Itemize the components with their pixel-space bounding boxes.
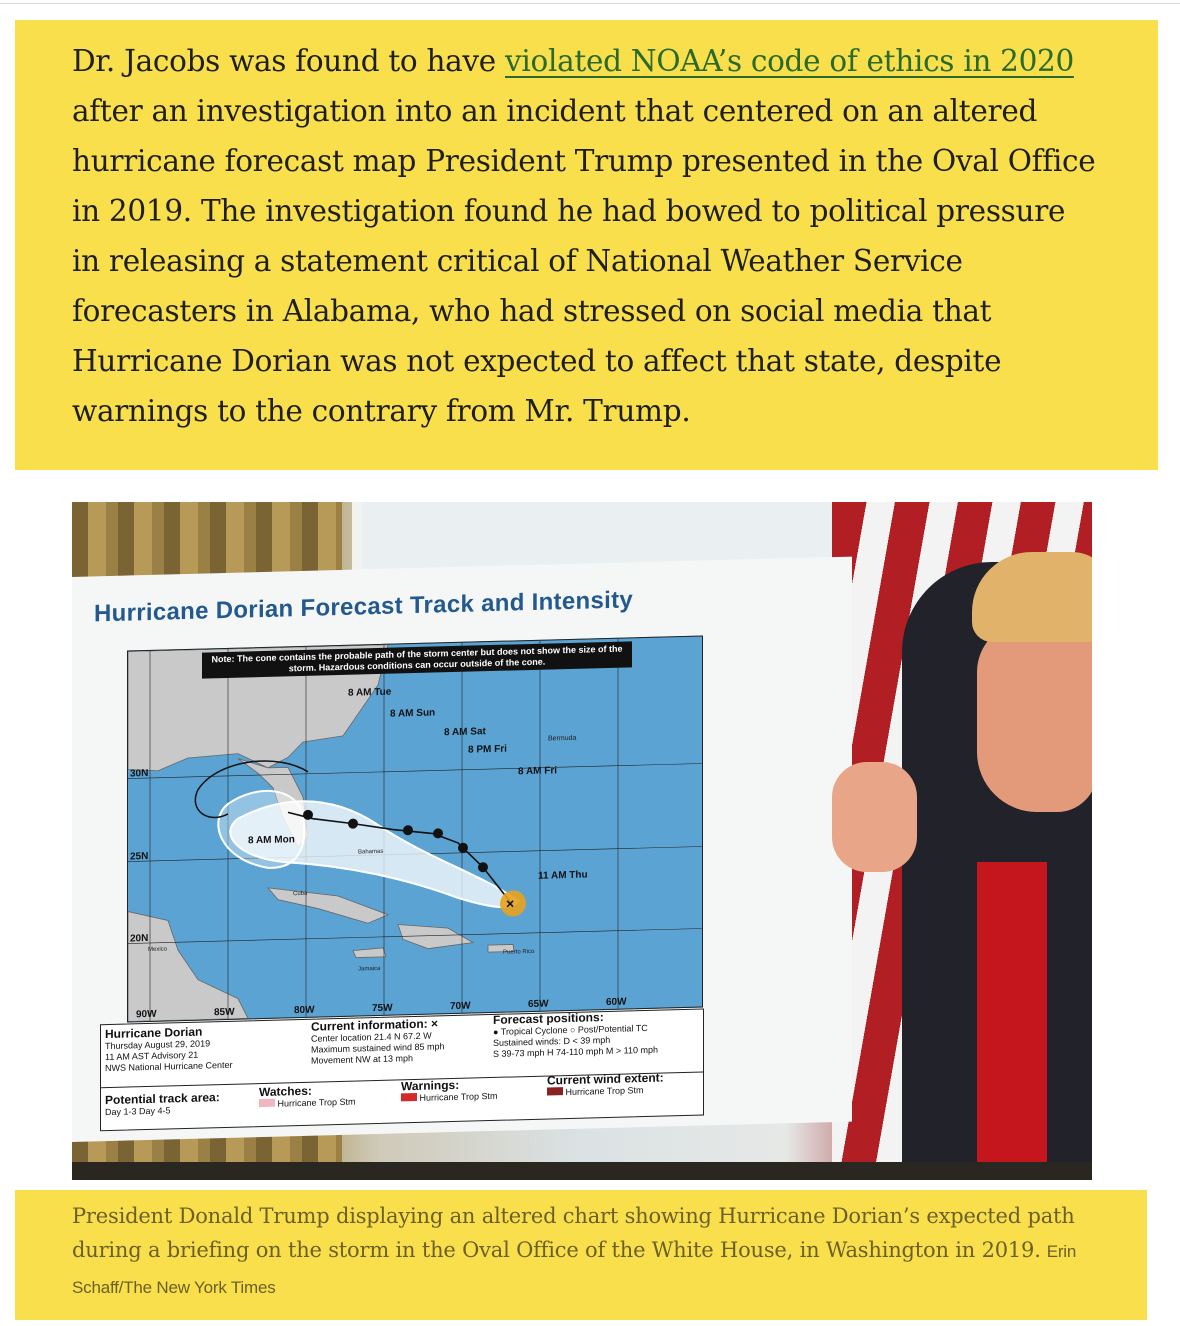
- floor: [72, 1162, 1092, 1180]
- trump-face: [977, 622, 1092, 812]
- caption-box: [15, 1190, 1147, 1320]
- lat-label-25: 25N: [130, 851, 149, 863]
- legend-forecast-block: [493, 1009, 703, 1059]
- place-bahamas: Bahamas: [358, 848, 384, 856]
- lat-label-20: 20N: [130, 933, 149, 945]
- legend-track-area: [105, 1091, 255, 1118]
- forecast-map-graphic: [128, 637, 702, 1022]
- legend-storm-name: Hurricane Dorian: [105, 1024, 203, 1042]
- svg-text:×: ×: [505, 895, 515, 912]
- watch-hurricane-swatch: [259, 1099, 275, 1107]
- photo-caption: [72, 1199, 1132, 1305]
- legend-track-items: Day 1-3 Day 4-5: [105, 1105, 171, 1118]
- legend-current-1: Center location 21.4 N 67.2 W: [311, 1030, 432, 1044]
- legend-forecast-2: Sustained winds: D < 39 mph: [493, 1034, 611, 1048]
- forecast-chart-board: [72, 557, 852, 1142]
- legend-wind-items: Hurricane Trop Stm: [565, 1085, 644, 1098]
- track-label-mon: 8 AM Mon: [248, 834, 295, 847]
- lon-label-80: 80W: [294, 1004, 315, 1017]
- legend-current-3: Movement NW at 13 mph: [311, 1053, 414, 1066]
- track-label-tue: 8 AM Tue: [348, 686, 392, 699]
- legend-watches: [259, 1083, 399, 1110]
- legend-current-2: Maximum sustained wind 85 mph: [311, 1041, 445, 1055]
- track-label-fri-am: 8 AM Fri: [518, 765, 558, 778]
- oval-office-photo: [72, 502, 1092, 1180]
- ethics-violation-link[interactable]: violated NOAA’s code of ethics in 2020: [505, 44, 1074, 78]
- lat-label-30: 30N: [130, 768, 149, 780]
- red-tie: [977, 862, 1047, 1180]
- board-title: Hurricane Dorian Forecast Track and Intensity: [94, 586, 634, 628]
- legend-wind-heading: Current wind extent:: [547, 1070, 664, 1088]
- legend-warnings-heading: Warnings:: [401, 1077, 460, 1094]
- trump-hand: [832, 762, 917, 872]
- top-divider: [0, 3, 1180, 4]
- legend-warnings-items: Hurricane Trop Stm: [419, 1090, 498, 1103]
- place-cuba: Cuba: [293, 890, 308, 898]
- place-jamaica: Jamaica: [358, 965, 381, 973]
- track-label-fri-pm: 8 PM Fri: [468, 743, 507, 756]
- track-label-sat: 8 AM Sat: [444, 726, 486, 739]
- paragraph-intro: Dr. Jacobs was found to have: [72, 44, 506, 78]
- legend-advisory: 11 AM AST Advisory 21: [105, 1049, 199, 1063]
- legend-watches-heading: Watches:: [259, 1083, 312, 1100]
- warning-hurricane-swatch: [401, 1093, 417, 1101]
- legend-wind-extent: [547, 1071, 703, 1098]
- track-label-sun: 8 AM Sun: [390, 707, 436, 720]
- legend-current-block: [311, 1017, 491, 1067]
- caption-text: President Donald Trump displaying an altered chart showing Hurricane Dorian’s expected path during a briefing on the storm in the Oval Office of the White House, in Washington in 2019.: [72, 1204, 1075, 1262]
- forecast-map: [127, 635, 703, 1022]
- article-paragraph: [72, 36, 1102, 436]
- legend-forecast-heading: Forecast positions:: [493, 1010, 604, 1027]
- legend-forecast-1: ● Tropical Cyclone ○ Post/Potential TC: [493, 1022, 648, 1037]
- legend-forecast-3: S 39-73 mph H 74-110 mph M > 110 mph: [493, 1044, 659, 1059]
- place-mexico: Mexico: [148, 946, 168, 954]
- legend-storm-block: [105, 1024, 305, 1074]
- legend-watches-items: Hurricane Trop Stm: [277, 1096, 356, 1109]
- highlighted-paragraph-box: [15, 20, 1158, 470]
- lon-label-65: 65W: [528, 998, 549, 1011]
- lon-label-70: 70W: [450, 1000, 471, 1013]
- lon-label-60: 60W: [606, 996, 627, 1009]
- wind-hurricane-swatch: [547, 1087, 563, 1095]
- lon-label-75: 75W: [372, 1002, 393, 1015]
- photo-credit: Erin Schaff/The New York Times: [72, 1242, 1077, 1297]
- map-note: Note: The cone contains the probable path of the storm center but does not show the size of the storm. Hazardous conditions can occur outside of the cone.: [202, 641, 632, 678]
- legend-track-heading: Potential track area:: [105, 1090, 220, 1108]
- legend-date: Thursday August 29, 2019: [105, 1038, 211, 1052]
- place-puerto-rico: Puerto Rico: [502, 948, 535, 956]
- legend-center: NWS National Hurricane Center: [105, 1059, 233, 1074]
- lon-label-85: 85W: [214, 1006, 235, 1019]
- lon-label-90: 90W: [136, 1008, 157, 1021]
- track-label-thu: 11 AM Thu: [538, 869, 588, 882]
- place-bermuda: Bermuda: [548, 734, 577, 743]
- legend-current-heading: Current information: ×: [311, 1016, 439, 1034]
- map-legend: [100, 1008, 704, 1131]
- legend-warnings: [401, 1078, 541, 1105]
- paragraph-body: after an investigation into an incident that centered on an altered hurricane forecast map President Trump presented in the Oval Office in 2019. The investigation found he had bowed to political pressure in releasing a statement critical of National Weather Service forecasters in Alabama, who had stressed on social media that Hurricane Dorian was not expected to affect that state, despite warnings to the contrary from Mr. Trump.: [72, 94, 1096, 428]
